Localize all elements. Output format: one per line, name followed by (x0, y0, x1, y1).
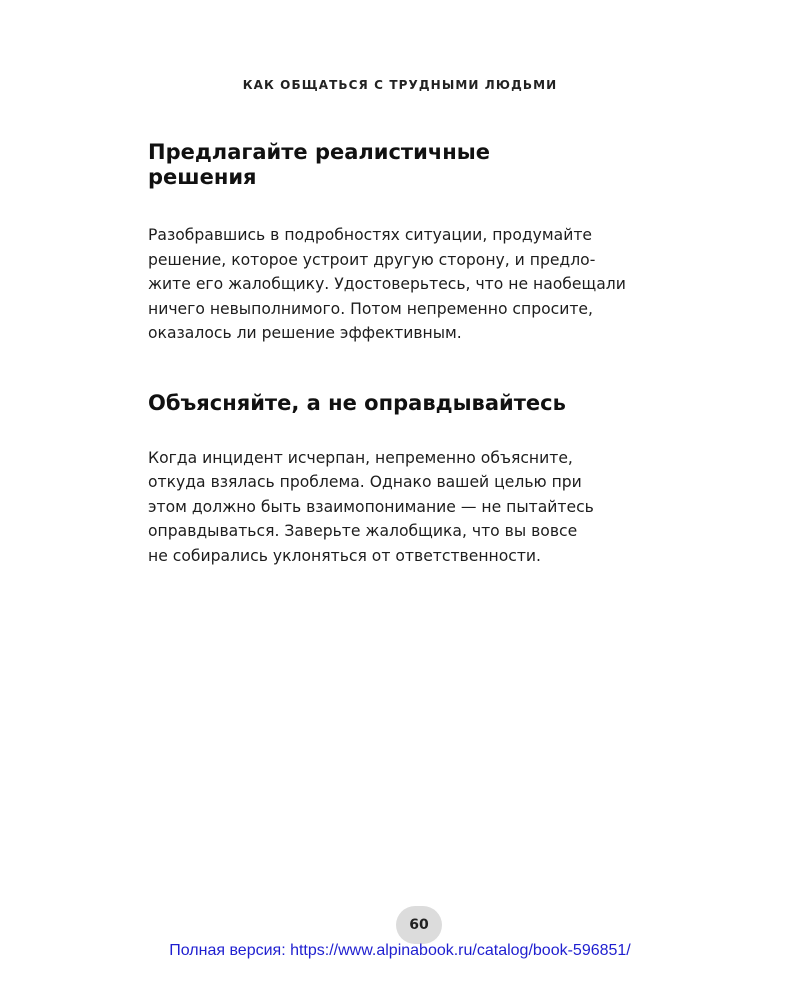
section-realistic-solutions (148, 140, 693, 346)
paragraph-line: решение, которое устроит другую сторону, и предло- (148, 250, 596, 269)
heading-line: решения (148, 165, 257, 189)
paragraph-line: оправдываться. Заверьте жалобщика, что вы вовсе (148, 522, 578, 540)
running-header: КАК ОБЩАТЬСЯ С ТРУДНЫМИ ЛЮДЬМИ (242, 78, 558, 92)
page-number: 60 (396, 906, 442, 944)
paragraph-line: Когда инцидент исчерпан, непременно объясните, (148, 448, 573, 467)
paragraph-line: ничего невыполнимого. Потом непременно спросите, (148, 299, 593, 318)
section-paragraph (148, 223, 693, 346)
section-heading: Объясняйте, а не оправдывайтесь (148, 390, 566, 415)
page-content (148, 140, 693, 568)
paragraph-line: не собирались уклоняться от ответственности. (148, 546, 541, 565)
section-paragraph (148, 446, 693, 569)
section-explain-not-justify (148, 391, 693, 569)
paragraph-line: оказалось ли решение эффективным. (148, 324, 462, 342)
heading-line: Предлагайте реалистичные (148, 140, 490, 164)
paragraph-line: этом должно быть взаимопонимание — не пытайтесь (148, 497, 594, 516)
section-heading (148, 140, 693, 190)
full-version-link[interactable]: Полная версия: https://www.alpinabook.ru/catalog/book-596851/ (169, 942, 631, 959)
paragraph-line: жите его жалобщику. Удостоверьтесь, что не наобещали (148, 275, 626, 293)
paragraph-line: Разобравшись в подробностях ситуации, продумайте (148, 226, 593, 244)
paragraph-line: откуда взялась проблема. Однако вашей целью при (148, 473, 582, 491)
